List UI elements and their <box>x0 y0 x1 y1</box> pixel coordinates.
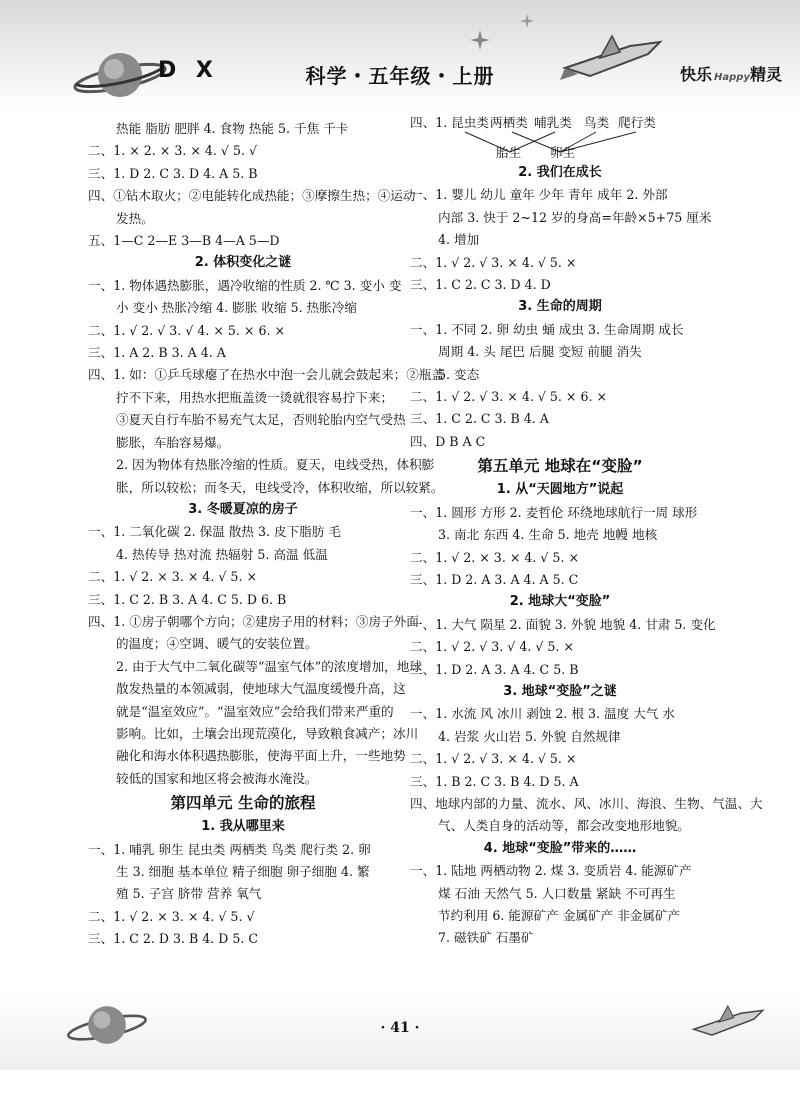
answer-line: 一、1. 不同 2. 卵 幼虫 蛹 成虫 3. 生命周期 成长 <box>410 321 684 337</box>
sparkle-icon <box>470 30 490 50</box>
answer-line: 4. 岩浆 火山岩 5. 外貌 自然规律 <box>438 728 621 744</box>
answer-line: 四、1. ①房子朝哪个方向；②建房子用的材料；③房子外面 <box>88 613 419 629</box>
left-column <box>88 118 445 951</box>
answer-line: 节约利用 6. 能源矿产 金属矿产 非金属矿产 <box>438 908 681 923</box>
answer-line: ③夏天自行车胎不易充气太足，否则轮胎内空气受热 <box>116 412 406 428</box>
answer-line: 3. 南北 东西 4. 生命 5. 地壳 地幔 地核 <box>438 527 658 543</box>
answer-line: 气、人类自身的活动等，都会改变地形地貌。 <box>438 818 690 834</box>
diagram-label: 爬行类 <box>618 115 656 130</box>
diagram-label: 鸟类 <box>584 115 610 130</box>
diagram-label: 胎生 <box>496 145 522 160</box>
brand-cn: 快乐 <box>680 65 713 84</box>
section-title: 3. 冬暖夏凉的房子 <box>188 501 298 517</box>
answer-line: 一、1. 大气 陨星 2. 面貌 3. 外貌 地貌 4. 甘肃 5. 变化 <box>410 616 716 632</box>
answer-line: 内部 3. 快于 2~12 岁的身高=年龄×5+75 厘米 <box>438 209 712 225</box>
answer-line: 二、1. √ 2. √ 3. × 4. √ 5. × <box>410 254 577 270</box>
answer-line: 四、①钻木取火；②电能转化成热能；③摩擦生热；④运动 <box>88 188 416 204</box>
answer-line: 三、1. B 2. C 3. B 4. D 5. A <box>410 773 579 789</box>
answer-line: 五、1—C 2—E 3—B 4—A 5—D <box>88 233 280 249</box>
answer-line: 二、1. × 2. × 3. × 4. √ 5. √ <box>88 143 258 159</box>
answer-line: 二、1. √ 2. √ 3. × 4. √ 5. × 6. × <box>410 389 608 405</box>
answer-line: 4. 热传导 热对流 热辐射 5. 高温 低温 <box>116 546 328 562</box>
page-title: 科学・五年级・上册 <box>305 64 495 88</box>
answer-line: 四、1. 如：①乒乓球瘪了在热水中泡一会儿就会鼓起来；②瓶盖 <box>88 367 445 383</box>
answer-line: 的温度；④空调、暖气的安装位置。 <box>116 636 318 652</box>
answer-line: 一、1. 哺乳 卵生 昆虫类 两栖类 鸟类 爬行类 2. 卵 <box>88 841 371 857</box>
brand-logo <box>680 62 782 85</box>
answer-line: 小 变小 热胀冷缩 4. 膨胀 收缩 5. 热胀冷缩 <box>116 300 357 316</box>
answer-line: 三、1. C 2. B 3. A 4. C 5. D 6. B <box>88 591 287 607</box>
answer-line: 二、1. √ 2. √ 3. √ 4. × 5. × 6. × <box>88 322 286 338</box>
answer-line: 融化和海水体积遇热膨胀，使海平面上升，一些地势 <box>116 748 406 764</box>
header-code: D X <box>158 58 219 83</box>
diagram-label: 两栖类 <box>490 115 528 130</box>
unit-title: 第五单元 地球在“变脸” <box>477 457 643 476</box>
answer-line: 周期 4. 头 尾巴 后腿 变短 前腿 消失 <box>438 344 642 360</box>
answer-line: 一、1. 物体遇热膨胀，遇冷收缩的性质 2. ℃ 3. 变小 变 <box>88 277 402 293</box>
answer-line: 三、1. C 2. C 3. B 4. A <box>410 411 549 427</box>
matching-diagram <box>410 115 710 162</box>
answer-line: 一、1. 婴儿 幼儿 童年 少年 青年 成年 2. 外部 <box>410 187 668 203</box>
answer-line: 煤 石油 天然气 5. 人口数量 紧缺 不可再生 <box>438 885 676 901</box>
answer-line: 热能 脂肪 肥胖 4. 食物 热能 5. 千焦 千卡 <box>116 121 349 136</box>
answer-line: 三、1. C 2. D 3. B 4. D 5. C <box>88 931 259 947</box>
answer-line: 散发热量的本领减弱，使地球大气温度缓慢升高，这 <box>116 681 406 697</box>
sparkle-icon <box>520 14 534 28</box>
answer-line: 二、1. √ 2. √ 3. √ 4. √ 5. × <box>410 639 574 655</box>
answer-line: 二、1. √ 2. √ 3. × 4. √ 5. × <box>410 751 577 767</box>
answer-line: 就是“温室效应”。“温室效应”会给我们带来严重的 <box>116 703 394 719</box>
section-title: 2. 我们在成长 <box>518 165 602 180</box>
brand-cn2: 精灵 <box>749 65 782 84</box>
answer-line: 一、1. 陆地 两栖动物 2. 煤 3. 变质岩 4. 能源矿产 <box>410 863 692 879</box>
section-title: 1. 我从哪里来 <box>201 819 285 835</box>
answer-line: 生 3. 细胞 基本单位 精子细胞 卵子细胞 4. 繁 <box>116 864 370 879</box>
unit-title: 第四单元 生命的旅程 <box>170 794 316 813</box>
section-title: 2. 体积变化之谜 <box>194 255 292 271</box>
answer-line: 发热。 <box>116 210 154 226</box>
answer-line: 胀，所以较松；而冬天，电线受冷，体积收缩，所以较紧。 <box>116 479 444 495</box>
brand-en: Happy <box>714 72 750 83</box>
answer-line: 三、1. D 2. C 3. D 4. A 5. B <box>88 165 258 181</box>
answer-line: 膨胀，车胎容易爆。 <box>116 434 230 450</box>
answer-line: 四、地球内部的力量、流水、风、冰川、海浪、生物、气温、大 <box>410 795 763 811</box>
section-title: 3. 生命的周期 <box>518 299 602 315</box>
answer-line: 殖 5. 子宫 脐带 营养 氧气 <box>116 886 262 902</box>
answer-line: 影响。比如，土壤会出现荒漠化，导致粮食减产；冰川 <box>116 725 419 741</box>
answer-line: 2. 由于大气中二氧化碳等“温室气体”的浓度增加，地球 <box>116 658 422 674</box>
answer-line: 7. 磁铁矿 石墨矿 <box>438 930 534 946</box>
answer-line: 三、1. A 2. B 3. A 4. A <box>88 345 226 361</box>
answer-line: 5. 变态 <box>438 366 480 382</box>
answer-line: 四、D B A C <box>410 433 486 449</box>
answer-line: 一、1. 圆形 方形 2. 麦哲伦 环绕地球航行一周 球形 <box>410 504 698 520</box>
section-title: 2. 地球大“变脸” <box>509 594 611 610</box>
answer-line: 三、1. D 2. A 3. A 4. A 5. C <box>410 571 579 587</box>
answer-line: 三、1. D 2. A 3. A 4. C 5. B <box>410 661 579 677</box>
diagram-label: 卵生 <box>550 145 576 160</box>
section-title: 3. 地球“变脸”之谜 <box>503 683 617 699</box>
answer-line: 二、1. √ 2. × 3. × 4. √ 5. × <box>410 549 580 565</box>
diagram-label: 哺乳类 <box>534 115 572 130</box>
page-number: · 41 · <box>380 1020 420 1036</box>
diagram-label: 四、1. 昆虫类 <box>410 115 489 130</box>
answer-line: 一、1. 水流 风 冰川 剥蚀 2. 根 3. 温度 大气 水 <box>410 706 675 722</box>
answer-line: 二、1. √ 2. × 3. × 4. √ 5. × <box>88 569 258 585</box>
right-column <box>410 115 763 950</box>
answer-line: 拧不下来，用热水把瓶盖烫一烫就很容易拧下来； <box>116 389 394 405</box>
answer-line: 二、1. √ 2. × 3. × 4. √ 5. √ <box>88 908 255 924</box>
answer-line: 三、1. C 2. C 3. D 4. D <box>410 277 551 293</box>
answer-line: 较低的国家和地区将会被海水淹没。 <box>116 770 318 786</box>
answer-line: 一、1. 二氧化碳 2. 保温 散热 3. 皮下脂肪 毛 <box>88 524 341 540</box>
section-title: 4. 地球“变脸”带来的…… <box>483 840 637 856</box>
answer-line: 4. 增加 <box>438 232 480 248</box>
answer-line: 2. 因为物体有热胀冷缩的性质。夏天，电线受热，体积膨 <box>116 457 435 473</box>
section-title: 1. 从“天圆地方”说起 <box>496 482 624 498</box>
